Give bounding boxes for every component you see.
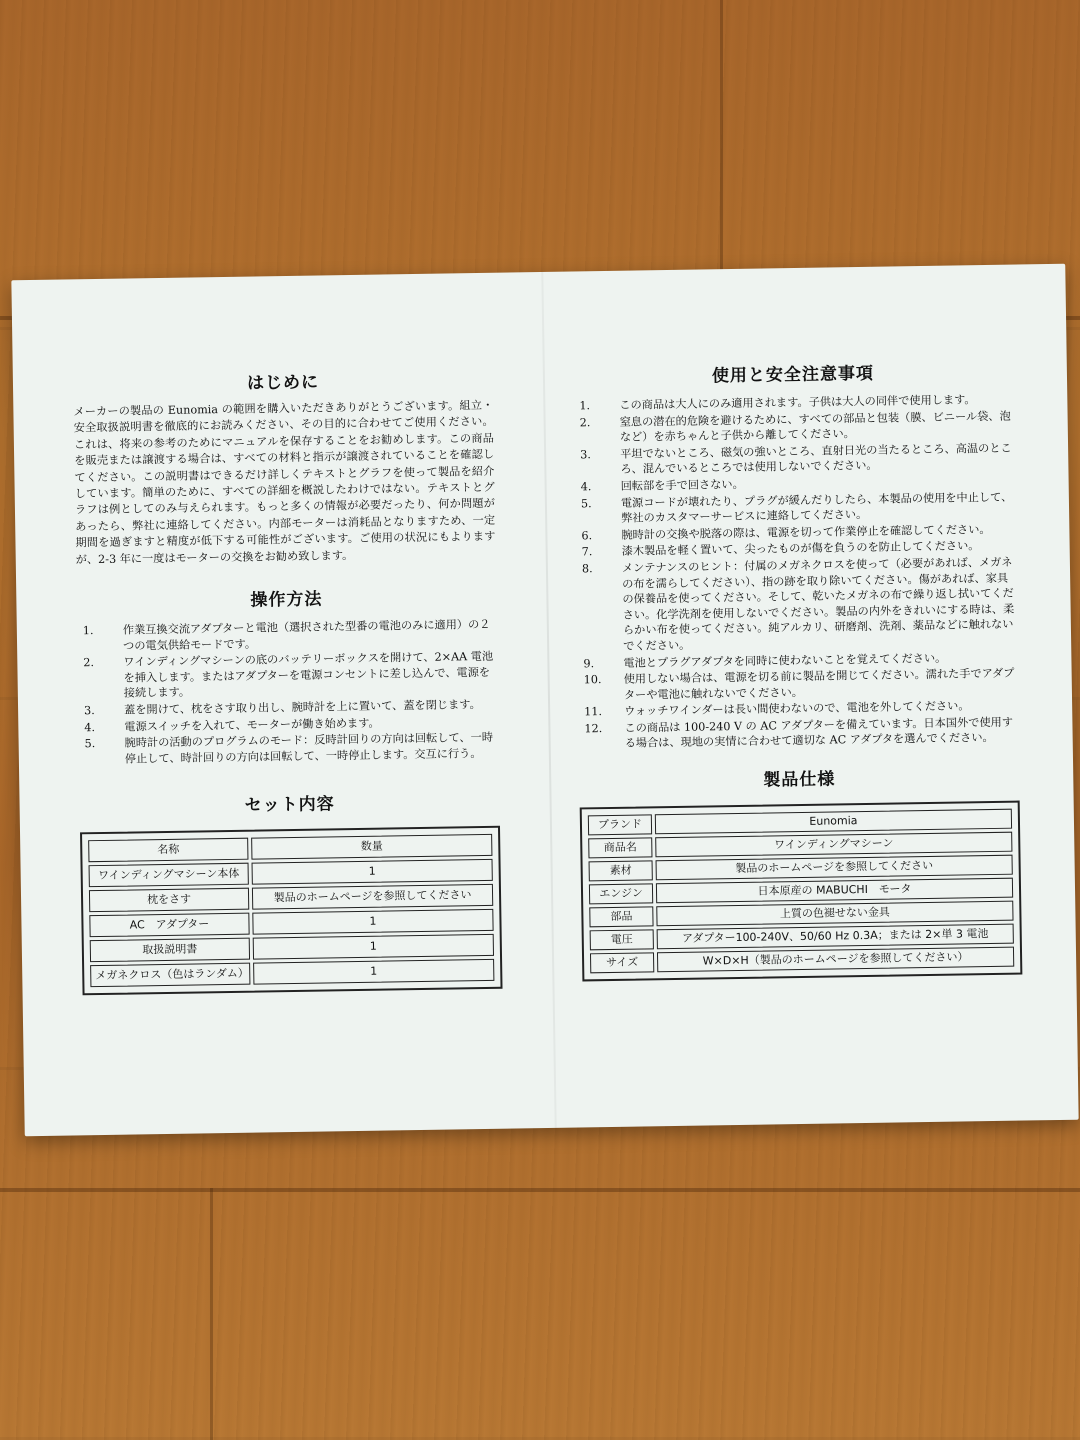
table-row: AC アダプター 1: [89, 909, 493, 937]
table-row: 商品名 ワインディングマシーン: [588, 832, 1012, 859]
intro-title: はじめに: [246, 372, 320, 394]
spec-table: [580, 801, 1023, 982]
table-row: 電圧 アダプター100-240V、50/60 Hz 0.3A；または 2×単 3 電池: [590, 924, 1014, 951]
list-item: 2. 窒息の潜在的危険を避けるために、すべての部品と包装（膜、ビニール袋、泡など）を赤ちゃんと子供から離してください。: [579, 409, 1011, 444]
list-item: 4. 回転部を手で回さない。: [580, 477, 744, 494]
set-contents-title: セット内容: [244, 794, 335, 817]
list-item: 6. 腕時計の交換や脱落の際は、電源を切って作業停止を確認してください。: [581, 522, 991, 543]
left-column: [71, 273, 502, 996]
list-item: 1. この商品は大人にのみ適用されます。子供は大人の同伴で使用します。: [579, 393, 976, 413]
wood-seam: [0, 1188, 1080, 1192]
table-row: 部品 上質の色褪せない金具: [589, 901, 1013, 928]
list-item: 3. 蓋を開けて、枕をさす取り出し、腕時計を上に置いて、蓋を閉じます。: [84, 698, 481, 718]
wood-seam: [210, 1188, 213, 1440]
intro-text: メーカーの製品の Eunomia の範囲を購入いただきありがとうございます。組立・安全取扱説明書を徹底的にお読みください、その目的に合わせてご使用ください。これは、将来の参考のためにマニュアルを保存することをお勧めします。この商品を販売または譲渡する場合は、すべての材料と指示が譲渡されていることを確認してください。この説明書はできるだけ詳しくテキストとグラフを使って製品を紹介しています。簡単のために、すべての詳細を概説したわけではない。テキストとグラフは例としてのみ与えられます。もっと多くの情報が必要だったり、何か問題があったら、弊社に連絡してください。内部モーターは消耗品となりますため、一定期間を過ぎますと精度が低下する可能性がございます。ご使用の状況にもよりますが、2-3 年に一度はモーターの交換をお勧め致します。: [73, 398, 496, 567]
table-row: サイズ W×D×H（製品のホームページを参照してください）: [590, 947, 1014, 974]
list-item: 2. ワインディングマシーンの底のバッテリーボックスを開けて、2×AA 電池を挿入します。またはアダプターを電源コンセントに差し込んで、電源を接続します。: [83, 650, 494, 701]
header-qty: 数量: [251, 834, 492, 860]
instruction-sheet: [11, 264, 1078, 1136]
table-row: ブランド Eunomia: [588, 809, 1012, 836]
header-name: 名称: [88, 838, 248, 863]
page-fold: [541, 272, 556, 1128]
set-contents-table: [80, 826, 503, 996]
table-row: ワインディングマシーン本体 1: [89, 859, 493, 887]
table-row: 枕をさす 製品のホームページを参照してください: [89, 884, 493, 912]
table-header-row: [88, 834, 492, 862]
table-row: メガネクロス（色はランダム） 1: [90, 959, 494, 987]
table-row: 素材 製品のホームページを参照してください: [589, 855, 1013, 882]
list-item: 8. メンテナンスのヒント：付属のメガネクロスを使って（必要があれば、メガネの布を濡らしてください）、指の跡を取り除いてください。傷があれば、家具の保養品を使ってください。そして、乾いたメガネの布で繰り返し拭いてください。化学洗剤を使用しないでください。製品の内外をきれいにする時は、柔らかい布を使ってください。純アルカリ、研磨剤、洗剤、薬品などに触れないでください。: [581, 555, 1015, 653]
spec-title: 製品仕様: [763, 769, 836, 791]
operation-list: [77, 617, 499, 768]
table-row: 取扱説明書 1: [90, 934, 494, 962]
list-item: 7. 漆木製品を軽く置いて、尖ったものが傷を負うのを防止してください。: [581, 539, 980, 559]
list-item: 11. ウォッチワインダーは長い間使わないので、電池を外してください。: [584, 699, 970, 719]
table-row: エンジン 日本原産の MABUCHI モータ: [589, 878, 1013, 905]
safety-title: 使用と安全注意事項: [711, 363, 875, 387]
operation-title: 操作方法: [250, 589, 323, 611]
list-item: 3. 平坦でないところ、磁気の強いところ、直射日光の当たるところ、高温のところ、混んでいるところでは使用しないでください。: [580, 441, 1012, 477]
right-column: [571, 265, 1022, 982]
list-item: 4. 電源スイッチを入れて、モーターが働き始めます。: [84, 716, 380, 734]
safety-list: [573, 392, 1019, 753]
list-item: 9. 電池とプラグアダプタを同時に使わないことを覚えてください。: [583, 651, 947, 670]
list-item: 5. 腕時計の活動のプログラムのモード：反時計回りの方向は回転して、一時停止して、時計回りの方向は回転して、一時停止します。交互に行う。: [84, 731, 494, 766]
list-item: 5. 電源コードが壊れたり、プラグが緩んだりしたら、本製品の使用を中止して、弊社のカスタマーサービスに連絡してください。: [580, 490, 1013, 525]
list-item: 10. 使用しない場合は、電源を切る前に製品を開じてください。濡れた手でアダプターや電池に触れないでください。: [583, 666, 1015, 702]
list-item: 1. 作業互換交流アダプターと電池（選択された型番の電池のみに適用）の２つの電気供給モードです。: [82, 617, 491, 653]
list-item: 12. この商品は 100-240 V の AC アダプターを備えています。日本国外で使用する場合は、現地の実情に合わせて適切な AC アダプタを選んでください。: [584, 715, 1014, 751]
